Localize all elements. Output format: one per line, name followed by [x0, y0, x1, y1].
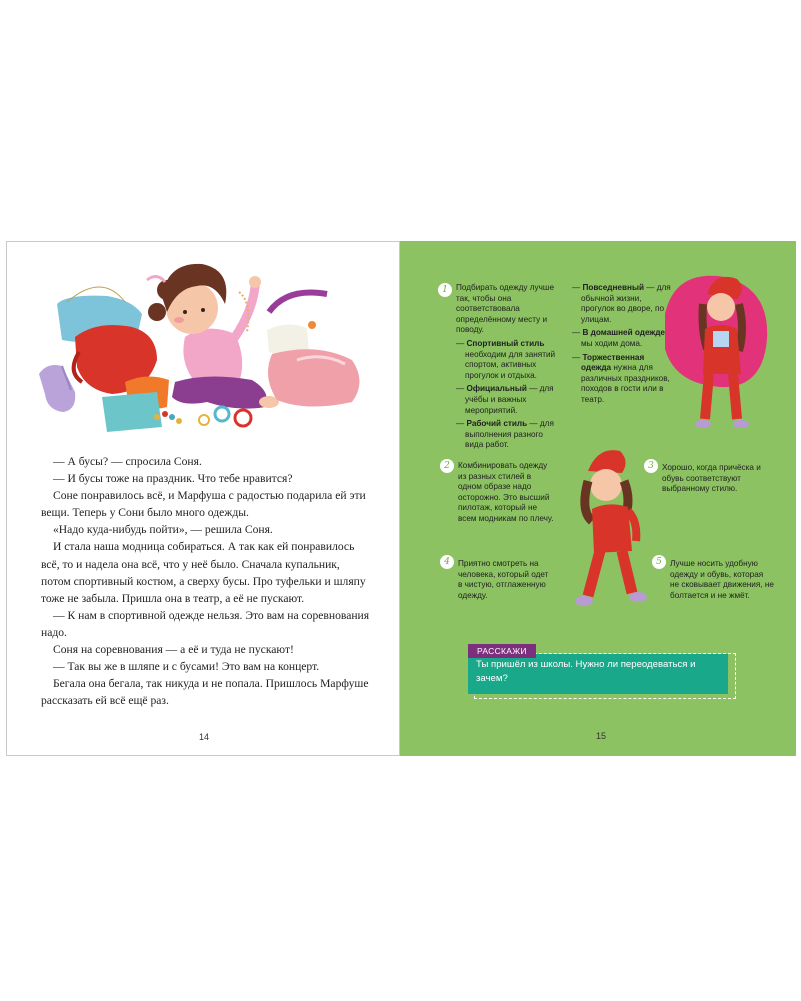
story-paragraph: «Надо куда-нибудь пойти», — решила Соня.	[53, 523, 273, 537]
tip-5: Лучше носить удобную одежду и обувь, которая не сковывает движения, не болтается и не жмёт.	[670, 559, 774, 600]
list-item: — Официальный — для учёбы и важных мероприятий.	[456, 384, 554, 415]
story-paragraph: — К нам в спортивной одежде нельзя. Это вам на соревнования надо.	[41, 608, 370, 639]
list-item: — В домашней одежде мы ходим дома.	[572, 328, 665, 348]
tip-1	[456, 283, 556, 451]
list-item: — Рабочий стиль — для выполнения разного вида работ.	[456, 419, 554, 450]
story-paragraph: — И бусы тоже на праздник. Что тебе нравится?	[53, 472, 293, 486]
tell-question: Ты пришёл из школы. Нужно ли переодеваться и зачем?	[468, 654, 728, 694]
list-item: — Торжественная одежда нужна для различных праздников, походов в гости или в театр.	[572, 352, 670, 404]
tip-1-text: Подбирать одежду лучше так, чтобы она соответствовала определённому месту и поводу.	[456, 283, 555, 335]
tip-1-list	[456, 339, 556, 451]
list-item: — Повседневный — для обычной жизни, прогулок во дворе, по улицам.	[572, 283, 671, 324]
story-paragraph: — А бусы? — спросила Соня.	[53, 455, 202, 468]
tip-1b-list	[572, 283, 672, 406]
girl-with-clothes-illustration	[7, 242, 401, 442]
right-page	[400, 241, 796, 756]
girl-sport-style-illustration	[655, 259, 775, 439]
page-number-right: 15	[596, 731, 607, 741]
story-paragraph: И стала наша модница собираться. А так как ей понравилось всё, то и надела она всё, что у неё было. Сначала купальник, потом спортивный костюм, а сверху бусы. Про туфельки и шляпу тоже не забыла. Пришла она в театр, а её не пускают.	[41, 540, 366, 605]
story-text	[41, 453, 371, 709]
book-spread	[6, 241, 796, 756]
story-paragraph: — Так вы же в шляпе и с бусами! Это вам на концерт.	[53, 660, 320, 674]
tip-3: Хорошо, когда причёска и обувь соответствуют выбранному стилю.	[662, 463, 761, 494]
tell-label: РАССКАЖИ	[468, 644, 536, 658]
list-item: — Спортивный стиль необходим для занятий спортом, активных прогулок и отдыха.	[456, 338, 556, 380]
tip-1-continued	[572, 283, 672, 406]
tip-2: Комбинировать одежду из разных стилей в одном образе надо осторожно. Это высший пилотаж, который не всем модникам по плечу.	[458, 461, 554, 523]
tip-number-3: 3	[644, 459, 658, 473]
left-page	[6, 241, 400, 756]
story-paragraph: Бегала она бегала, так никуда и не попала. Пришлось Марфуше рассказать ей всё ещё раз.	[41, 677, 369, 708]
story-paragraph: Соне понравилось всё, и Марфуша с радостью подарила ей эти вещи. Теперь у Сони было много одежды.	[41, 489, 366, 520]
story-paragraph: Соня на соревнования — а её и туда не пускают!	[53, 643, 294, 657]
tip-number-1: 1	[438, 283, 452, 297]
tip-number-2: 2	[440, 459, 454, 473]
tip-number-4: 4	[440, 555, 454, 569]
tip-number-5: 5	[652, 555, 666, 569]
page-number-left: 14	[199, 732, 210, 742]
tip-4: Приятно смотреть на человека, который одет в чистую, отглаженную одежду.	[458, 559, 549, 600]
